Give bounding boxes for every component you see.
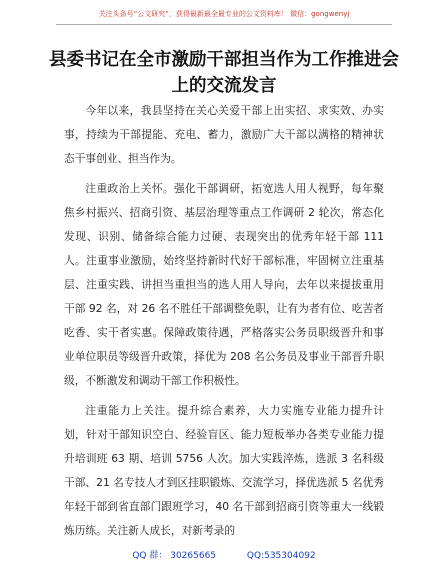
document-title-line-1: 县委书记在全市激励干部担当作为工作推进会 xyxy=(49,50,399,70)
paragraph-intro: 今年以来，我县坚持在关心关爱干部上出实招、求实效、办实事，持续为干部提能、充电、蓄力，激励广大干部以满格的精神状态干事创业、担当作为。 xyxy=(64,104,384,165)
page-footer xyxy=(0,548,448,561)
paragraph-political-care: 注重政治上关怀。强化干部调研，拓宽选人用人视野，每年聚焦乡村振兴、招商引资、基层治理等重点工作调研 2 轮次，常态化发现、识别、储备综合能力过硬、表现突出的优秀年轻干部 111 人。注重事业激励，始终坚持新时代好干部标准，牢固树立注重基层、注重实践、讲担当重担当的选人用人导向，去年以来提拔重用干部 92 名，对 26 名不胜任干部调整免职，让有为者有位、吃苦者吃香、实干者实惠。保障政策待遇，严格落实公务员职级晋升和事业单位职员等级晋升政策，择优为 208 名公务员及事业干部晋升职级，不断激发和调动干部工作积极性。 xyxy=(64,182,384,387)
footer-qq-group: QQ 群： 30265665 xyxy=(132,551,217,561)
header-promo-note: 关注头条号“公文研究”，获得最新最全最专业的公文资料库！ 微信：gongwenyj xyxy=(98,10,350,18)
header-divider xyxy=(56,24,392,25)
footer-qq-contact: QQ:535304092 xyxy=(246,551,316,561)
paragraph-ability-focus: 注重能力上关注。提升综合素养，大力实施专业能力提升计划，针对干部知识空白、经验盲区、能力短板举办各类专业能力提升培训班 63 期、培训 5756 人次。加大实践淬炼，选派 3 名科级干部、21 名专技人才到区挂职锻炼、交流学习，择优选派 5 名优秀年轻干部到省直部门跟班学习，40 名干部到招商引资等重大一线锻炼历练。关注新人成长，对新考录的 xyxy=(64,404,384,537)
document-title xyxy=(40,47,408,99)
document-title-line-2: 上的交流发言 xyxy=(171,76,277,96)
document-body xyxy=(64,99,384,549)
